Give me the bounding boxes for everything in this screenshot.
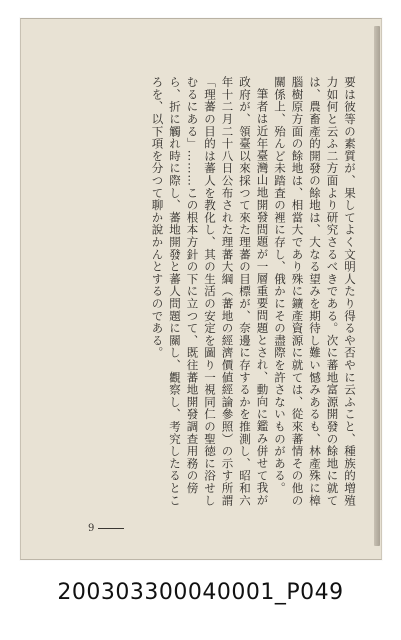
paragraph-1: 要は彼等の素質が、果してよく文明人たり得るや否やに云ふこと、種族的増殖力如何と云ふ二方面より研究さるべきである。次に蕃地富源開發の餘地に就ては、農畜產的開發の餘地は、大なる望みを期待し難い憾みあるも、林產殊に樟腦樹原方面の餘地は、相當大であり殊に鑛產資源に就ては、從來蕃情その他の關係上、殆んど未踏査の裡に存し、俄かにその盡際を許さないものがある。 bbox=[273, 76, 357, 507]
paragraph-2: 筆者は近年臺灣山地開發問題が一層重要問題とされ、動向に鑑み併せて我が政府が、領臺以來採つて來た理蕃の目標が、奈邊に存するかを推測し、昭和六年十二月二十八日公布された理蕃大綱（蕃地の經濟價値經論參照）の示す所謂「理蕃の目的は蕃人を教化し、其の生活の安定を圖り一視同仁の聖徳に浴せしむるにある」………この根本方針の下に立つて、既往蕃地開發調查用務の傍ら、折に觸れ時に際し、蕃地開發と蕃人問題に關し、觀察し、考究したるところを、以下項を分つて聊か說かんとするのである。 bbox=[150, 76, 270, 507]
page-number-dash bbox=[98, 528, 124, 529]
page-number bbox=[88, 523, 124, 534]
vertical-text-body bbox=[108, 76, 358, 516]
page-number-value: 9 bbox=[88, 523, 95, 534]
archive-id-caption: 200303300040001_P049 bbox=[57, 580, 344, 605]
binding-edge bbox=[374, 26, 380, 546]
